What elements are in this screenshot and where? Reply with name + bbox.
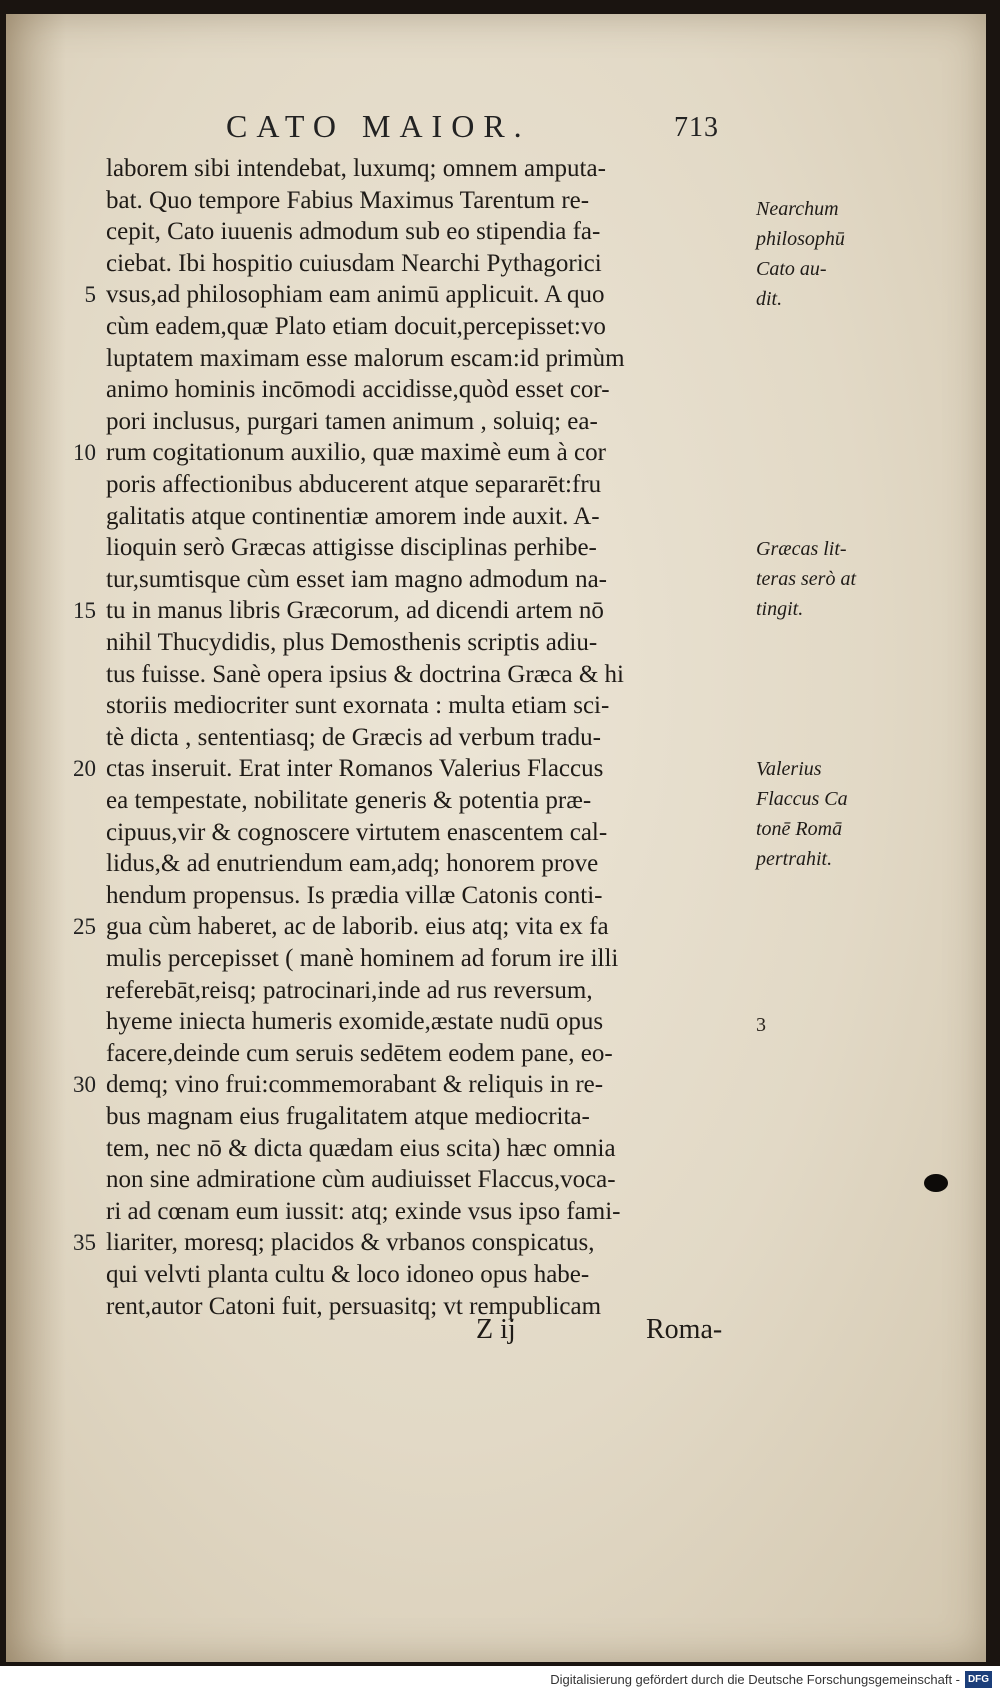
text-line: tur,sumtisque cùm esset iam magno admodum na- — [106, 566, 607, 593]
book-page — [6, 14, 986, 1662]
line-number: 10 — [73, 440, 96, 465]
text-line: liariter, moresq; placidos & vrbanos conspicatus, — [106, 1229, 595, 1256]
line-number: 20 — [73, 756, 96, 781]
line-number: 35 — [73, 1230, 96, 1255]
text-line: ciebat. Ibi hospitio cuiusdam Nearchi Pythagorici — [106, 250, 602, 277]
text-line: tus fuisse. Sanè opera ipsius & doctrina Græca & hi — [106, 661, 624, 688]
text-line: nihil Thucydidis, plus Demosthenis scriptis adiu- — [106, 629, 598, 656]
text-line: animo hominis incōmodi accidisse,quòd esset cor- — [106, 376, 610, 403]
text-line: gua cùm haberet, ac de laborib. eius atq; vita ex fa — [106, 913, 609, 940]
text-line: lioquin serò Græcas attigisse disciplinas perhibe- — [106, 534, 597, 561]
text-line: pori inclusus, purgari tamen animum , soluiq; ea- — [106, 408, 598, 435]
margin-note-line: pertrahit. — [756, 848, 833, 870]
text-line: storiis mediocriter sunt exornata : multa etiam sci- — [106, 692, 610, 719]
margin-note — [756, 754, 906, 874]
text-line: lidus,& ad enutriendum eam,adq; honorem prove — [106, 850, 599, 877]
margin-note-line: philosophū — [756, 228, 845, 250]
margin-note-line: dit. — [756, 288, 783, 310]
running-title: CATO MAIOR. — [226, 108, 531, 144]
main-text-block — [73, 152, 746, 1342]
text-line: tè dicta , sententiasq; de Græcis ad verbum tradu- — [106, 724, 601, 751]
margin-notes — [756, 194, 906, 894]
text-line: mulis percepisset ( manè hominem ad forum ire illi — [106, 945, 619, 972]
page-number: 713 — [674, 112, 719, 143]
line-number: 15 — [73, 598, 96, 623]
catchword: Roma- — [646, 1314, 723, 1345]
line-number: 30 — [73, 1072, 96, 1097]
page-header — [226, 108, 746, 152]
text-line: qui velvti planta cultu & loco idoneo opus habe- — [106, 1261, 590, 1288]
margin-note-line: Græcas lit- — [756, 538, 847, 560]
text-line: bat. Quo tempore Fabius Maximus Tarentum re- — [106, 187, 590, 214]
margin-note — [756, 194, 906, 314]
text-line: galitatis atque continentiæ amorem inde auxit. A- — [106, 503, 600, 530]
text-line: tu in manus libris Græcorum, ad dicendi artem nō — [106, 597, 604, 624]
margin-note-line: tingit. — [756, 598, 804, 620]
text-line: referebāt,reisq; patrocinari,inde ad rus reversum, — [106, 977, 593, 1004]
line-number: 25 — [73, 914, 96, 939]
text-line: poris affectionibus abducerent atque separarēt:fru — [106, 471, 602, 498]
margin-note-line: Flaccus Ca — [756, 788, 848, 810]
text-line: hyeme iniecta humeris exomide,æstate nudū opus — [106, 1008, 604, 1035]
signature-line — [476, 1314, 756, 1354]
text-line: rum cogitationum auxilio, quæ maximè eum à cor — [106, 439, 606, 466]
page-gutter-shadow — [6, 14, 66, 1662]
text-line: cipuus,vir & cognoscere virtutem enascentem cal- — [106, 819, 608, 846]
margin-note-line: tonē Romā — [756, 818, 843, 840]
margin-note-line: Cato au- — [756, 258, 827, 280]
text-line: non sine admiratione cùm audiuisset Flaccus,voca- — [106, 1166, 616, 1193]
text-line: demq; vino frui:commemorabant & reliquis in re- — [106, 1071, 604, 1098]
text-line: ri ad cœnam eum iussit: atq; exinde vsus ipso fami- — [106, 1198, 621, 1225]
text-line: vsus,ad philosophiam eam animū applicuit. A quo — [106, 281, 605, 308]
text-line: ea tempestate, nobilitate generis & potentia præ- — [106, 787, 592, 814]
text-line: laborem sibi intendebat, luxumq; omnem amputa- — [106, 155, 606, 182]
signature-mark: Z ij — [476, 1314, 516, 1345]
footer-credit: Digitalisierung gefördert durch die Deutsche Forschungsgemeinschaft - — [550, 1672, 960, 1687]
text-line: bus magnam eius frugalitatem atque mediocrita- — [106, 1103, 590, 1130]
text-line: hendum propensus. Is prædia villæ Catonis conti- — [106, 882, 603, 909]
margin-note-line: teras serò at — [756, 568, 856, 590]
margin-mark: 3 — [756, 1014, 766, 1036]
line-number: 5 — [84, 282, 96, 307]
text-line: cùm eadem,quæ Plato etiam docuit,percepisset:vo — [106, 313, 606, 340]
margin-note — [756, 534, 906, 624]
text-line: luptatem maximam esse malorum escam:id primùm — [106, 345, 625, 372]
text-line: cepit, Cato iuuenis admodum sub eo stipendia fa- — [106, 218, 601, 245]
margin-note-line: Valerius — [756, 758, 822, 780]
margin-note-line: Nearchum — [756, 198, 839, 220]
ink-blot — [924, 1174, 948, 1192]
footer-bar — [0, 1666, 1000, 1695]
text-line: facere,deinde cum seruis sedētem eodem pane, eo- — [106, 1040, 613, 1067]
text-line: tem, nec nō & dicta quædam eius scita) hæc omnia — [106, 1135, 616, 1162]
text-line: rent,autor Catoni fuit, persuasitq; vt rempublicam — [106, 1293, 602, 1320]
dfg-logo: DFG — [965, 1671, 992, 1688]
text-line: ctas inseruit. Erat inter Romanos Valerius Flaccus — [106, 755, 604, 782]
